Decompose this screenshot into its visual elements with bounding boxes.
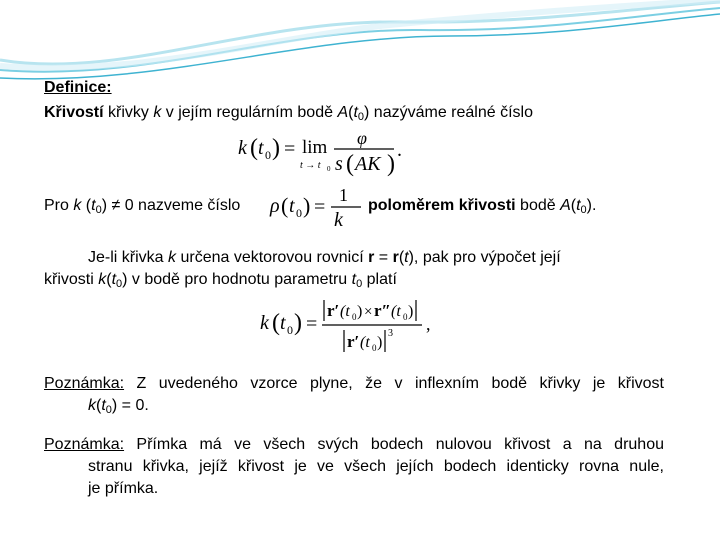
var-t: t bbox=[576, 197, 581, 214]
formula-paren: ) bbox=[272, 135, 280, 161]
formula-sub: 0 bbox=[372, 343, 377, 353]
radius-definition bbox=[368, 196, 596, 216]
vector-paragraph-line1 bbox=[88, 248, 561, 268]
var-t: t bbox=[91, 197, 96, 214]
formula-t: t bbox=[289, 195, 295, 217]
subscript: 0 bbox=[95, 204, 102, 216]
vector-r: r bbox=[368, 249, 375, 266]
text-run: = bbox=[374, 249, 393, 266]
formula-k: k bbox=[238, 137, 247, 159]
formula-dot: . bbox=[397, 139, 402, 161]
formula-equals: = bbox=[306, 313, 318, 335]
formula-paren: ) bbox=[408, 303, 414, 320]
formula-paren: ) bbox=[303, 193, 311, 218]
text-run: určena vektorovou rovnicí bbox=[176, 249, 369, 266]
radius-intro bbox=[44, 196, 240, 216]
radius-term: poloměrem křivosti bbox=[368, 197, 516, 214]
text-run: ( bbox=[570, 197, 577, 214]
text-run: bodě bbox=[515, 197, 561, 214]
text-run: ) = 0. bbox=[111, 397, 149, 414]
var-t: t bbox=[351, 271, 357, 288]
text-run: ( bbox=[398, 249, 405, 266]
note2-line2 bbox=[88, 457, 664, 477]
text-run: ≠ 0 nazveme číslo bbox=[107, 197, 241, 214]
text-run: ) bbox=[364, 104, 370, 121]
text-run: Přímka má ve všech svých bodech nulovou křivost a na druhou bbox=[124, 436, 664, 453]
note2-line3 bbox=[88, 479, 158, 499]
text-run: platí bbox=[362, 271, 397, 288]
text-run: Je-li křivka bbox=[88, 249, 169, 266]
note2-line1 bbox=[44, 435, 664, 455]
subscript: 0 bbox=[116, 278, 123, 290]
note1-line2 bbox=[88, 396, 149, 416]
formula-comma: , bbox=[426, 314, 431, 334]
formula-lim: lim bbox=[302, 137, 328, 158]
formula-equals: = bbox=[284, 138, 296, 160]
formula-paren: ) bbox=[294, 310, 302, 336]
formula-paren: ( bbox=[346, 151, 354, 177]
formula-equals: = bbox=[314, 196, 326, 218]
var-k: k bbox=[168, 249, 177, 266]
note-label: Poznámka: bbox=[44, 375, 125, 392]
note-label: Poznámka: bbox=[44, 436, 125, 453]
formula-s: s bbox=[335, 153, 343, 175]
formula-paren: ( bbox=[281, 193, 289, 218]
formula-sub: 0 bbox=[265, 148, 271, 162]
text-run: v jejím regulárním bodě bbox=[161, 104, 338, 121]
text-run: křivky bbox=[103, 104, 154, 121]
formula-sub: 0 bbox=[352, 312, 357, 322]
formula-k: k bbox=[334, 209, 343, 230]
formula-paren: ( bbox=[250, 135, 258, 161]
var-k: k bbox=[73, 197, 82, 214]
definition-line bbox=[44, 103, 533, 123]
text-run: ( bbox=[106, 271, 112, 288]
text-run: ( bbox=[96, 397, 102, 414]
var-k: k bbox=[88, 397, 96, 414]
formula-paren: ( bbox=[272, 310, 280, 336]
formula-rho: ρ bbox=[270, 195, 280, 217]
var-A: A bbox=[560, 197, 571, 214]
var-k: k bbox=[153, 104, 162, 121]
note1-line1 bbox=[44, 374, 664, 394]
formula-r-prime: r′ bbox=[327, 301, 340, 320]
formula-sub: 0 bbox=[296, 206, 302, 220]
formula-t: (t bbox=[340, 303, 350, 320]
curvature-limit-formula bbox=[236, 128, 406, 183]
text-run: nazýváme reálné číslo bbox=[369, 104, 533, 121]
formula-r-double-prime: r″ bbox=[374, 301, 391, 320]
var-A: A bbox=[337, 104, 349, 121]
formula-times: × bbox=[364, 304, 373, 320]
subscript: 0 bbox=[105, 404, 112, 416]
var-t: t bbox=[404, 249, 409, 266]
vector-paragraph-line2 bbox=[44, 270, 397, 290]
subscript: 0 bbox=[356, 278, 363, 290]
text-run: stranu křivka, jejíž křivost je ve všech jejích bodech identicky rovna nule, bbox=[88, 458, 664, 475]
text-run: ) v bodě pro hodnotu parametru bbox=[122, 271, 352, 288]
formula-AK: AK bbox=[355, 153, 381, 175]
formula-t: (t bbox=[360, 334, 370, 351]
text-run: je přímka. bbox=[88, 480, 159, 497]
definition-term: Křivostí bbox=[44, 104, 104, 121]
formula-lim-under: t → t bbox=[300, 160, 321, 171]
var-t: t bbox=[101, 397, 106, 414]
text-run: ( bbox=[81, 197, 92, 214]
formula-sub: 0 bbox=[327, 165, 331, 173]
definition-heading: Definice: bbox=[44, 79, 112, 96]
text-run: Pro bbox=[44, 197, 74, 214]
formula-sub: 0 bbox=[287, 323, 293, 337]
formula-paren: ) bbox=[377, 334, 383, 351]
text-run: ). bbox=[586, 197, 597, 214]
formula-power: 3 bbox=[388, 328, 393, 339]
formula-paren: ) bbox=[387, 151, 395, 177]
text-run: ) bbox=[101, 197, 108, 214]
formula-t: t bbox=[280, 312, 286, 334]
formula-t: t bbox=[258, 137, 264, 159]
formula-sub: 0 bbox=[403, 312, 408, 322]
vector-r: r bbox=[392, 249, 399, 266]
text-run: ), pak pro výpočet její bbox=[408, 249, 561, 266]
formula-r-prime: r′ bbox=[347, 332, 360, 351]
cross-product-formula bbox=[258, 296, 436, 363]
text-run: ( bbox=[348, 104, 354, 121]
formula-paren: ) bbox=[357, 303, 363, 320]
formula-phi: φ bbox=[357, 128, 367, 148]
text-run: Z uvedeného vzorce plyne, že v inflexním bodě křivky je křivost bbox=[124, 375, 664, 392]
var-t: t bbox=[111, 271, 117, 288]
var-t: t bbox=[353, 104, 358, 121]
var-k: k bbox=[98, 271, 107, 288]
formula-k: k bbox=[260, 312, 269, 334]
formula-t: (t bbox=[391, 303, 401, 320]
subscript: 0 bbox=[580, 204, 587, 216]
formula-one: 1 bbox=[339, 185, 348, 205]
subscript: 0 bbox=[357, 111, 365, 123]
radius-formula bbox=[268, 184, 364, 235]
text-run: křivosti bbox=[44, 271, 99, 288]
